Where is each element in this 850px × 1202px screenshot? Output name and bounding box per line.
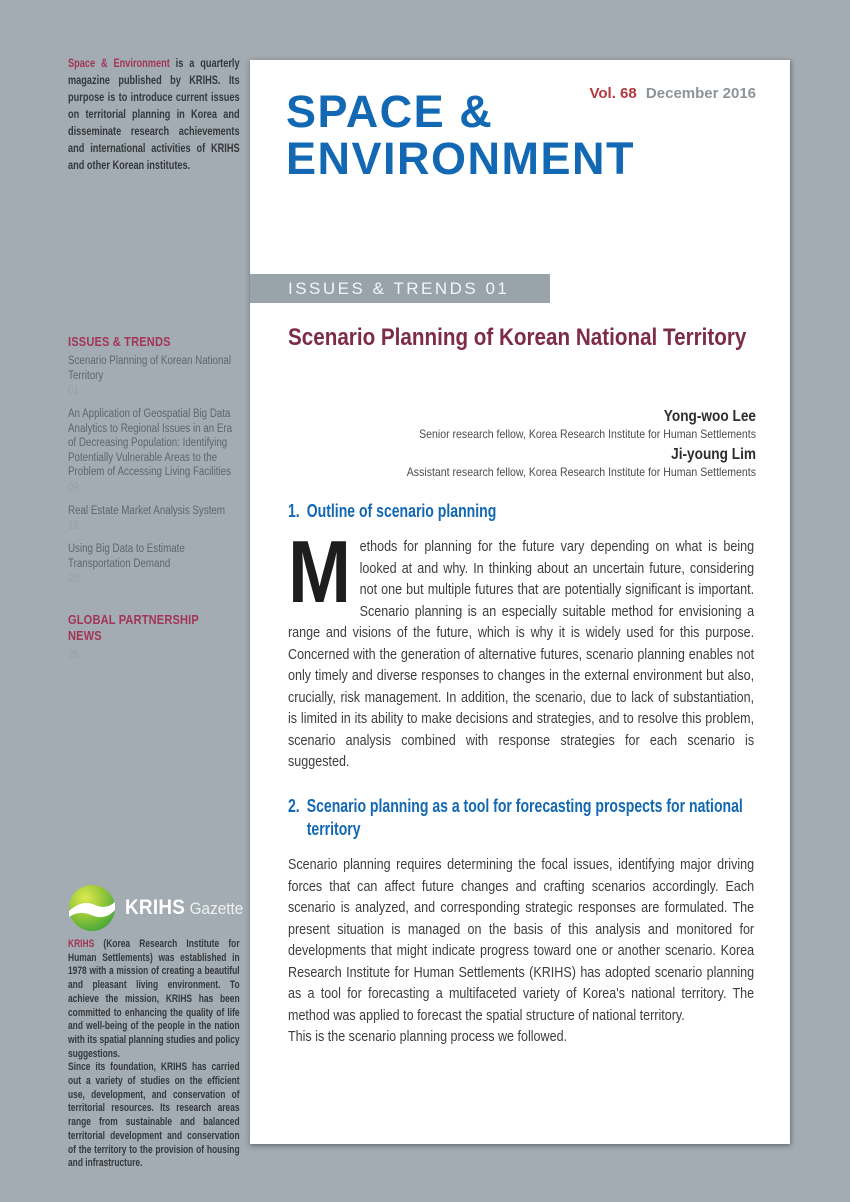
section-2-number: 2. bbox=[288, 796, 300, 816]
author-affiliation: Assistant research fellow, Korea Research Institute for Human Settlements bbox=[406, 465, 756, 479]
author-name: Ji-young Lim bbox=[671, 446, 756, 463]
toc-item bbox=[68, 504, 238, 534]
author-affiliation: Senior research fellow, Korea Research Institute for Human Settlements bbox=[419, 427, 756, 441]
logo-krihs-text: KRIHS bbox=[125, 896, 186, 919]
section-banner: ISSUES & TRENDS 01 bbox=[250, 274, 550, 303]
section-2-closing-line: This is the scenario planning process we followed. bbox=[288, 1029, 568, 1045]
toc-section-global-partnership: GLOBAL PARTNERSHIP NEWS bbox=[68, 612, 199, 643]
section-2-body-text: Scenario planning requires determining the focal issues, identifying major driving forces that can affect future changes and crafting scenarios accordingly. Each scenario is analyzed, and corresponding strategic responses are formulated. The present situation is managed on the basis of this analysis and monitored for developments that might indicate progress toward one or another scenario. Korea Research Institute for Human Settlements (KRIHS) has adopted scenario planning as a tool for forecasting a multifaceted variety of Korea's national territory. The method was applied to forecast the spatial structure of national territory. bbox=[288, 857, 755, 1024]
magazine-masthead bbox=[286, 88, 635, 182]
krihs-description-paragraph-1 bbox=[68, 938, 240, 1061]
section-2-paragraph bbox=[288, 855, 754, 1049]
krihs-highlight: KRIHS bbox=[68, 938, 95, 950]
masthead-line-1: SPACE & bbox=[286, 86, 494, 137]
toc-item-page: 16 bbox=[68, 520, 79, 532]
krihs-description bbox=[68, 938, 240, 1171]
toc-item-page: 26 bbox=[68, 649, 79, 661]
toc-item bbox=[68, 407, 238, 495]
toc-item-title: Real Estate Market Analysis System bbox=[68, 504, 226, 517]
article-title: Scenario Planning of Korean National Territory bbox=[288, 324, 747, 351]
table-of-contents bbox=[68, 334, 238, 671]
volume-number: Vol. 68 bbox=[589, 85, 637, 102]
logo-gazette-text: Gazette bbox=[189, 899, 244, 918]
toc-item-title: Scenario Planning of Korean National Territory bbox=[68, 355, 232, 382]
magazine-description bbox=[68, 55, 240, 174]
section-1-heading bbox=[288, 500, 756, 523]
masthead-line-2: ENVIRONMENT bbox=[286, 133, 636, 184]
section-1-body-text: ethods for planning for the future vary depending on what is being looked at and why. In thinking about an uncertain future, considering not one but multiple futures that are potentially significant is important. Scenario planning is an especially suitable method for envisioning a range and visions of the future, which is why it is widely used for this purpose. Concerned with the generation of alternative futures, scenario planning enables not only timely and diverse responses to changes in the external environment but also, crucially, risk management. In addition, the scenario, due to lack of substantiation, is limited in its ability to make decisions and strategies, and to resolve this problem, scenario analysis combined with response strategies for each scenario is suggested. bbox=[288, 539, 755, 770]
logo-wordmark bbox=[125, 896, 243, 920]
toc-item-page: 20 bbox=[68, 573, 79, 585]
section-1-number: 1. bbox=[288, 501, 300, 521]
toc-item-page: 01 bbox=[68, 385, 79, 397]
toc-item-page: 09 bbox=[68, 481, 79, 494]
magazine-description-text: is a quarterly magazine published by KRIHS. Its purpose is to introduce current issues on territorial planning in Korea and disseminate research achievements and international activities of KRIHS and other Korean institutes. bbox=[68, 56, 240, 172]
toc-item bbox=[68, 542, 238, 586]
krihs-globe-icon bbox=[68, 884, 116, 932]
magazine-page bbox=[250, 60, 790, 1144]
toc-section-issues-trends: ISSUES & TRENDS bbox=[68, 334, 171, 349]
section-1-paragraph bbox=[288, 522, 755, 774]
author-name: Yong-woo Lee bbox=[663, 408, 756, 425]
krihs-description-paragraph-2: Since its foundation, KRIHS has carried out a variety of studies on the efficient use, development, and conservation of territorial resources. Its research areas range from sustainable and balanced territorial development and conservation of the territory to the provision of housing and infrastructure. bbox=[68, 1061, 240, 1170]
magazine-name-highlight: Space & Environment bbox=[68, 56, 170, 70]
toc-item bbox=[68, 354, 238, 398]
section-1-heading-text: Outline of scenario planning bbox=[306, 501, 497, 521]
krihs-paragraph-1-text: (Korea Research Institute for Human Settlements) was established in 1978 with a mission of creating a beautiful and pleasant living environment. To achieve the mission, KRIHS has been committed to enhancing the quality of life and well-being of the people in the nation with its spatial planning studies and policy suggestions. bbox=[68, 938, 240, 1060]
toc-item-title: An Application of Geospatial Big Data Analytics to Regional Issues in an Era of Decreasing Population: Identifying Potentially Vulnerable Areas to the Problem of Accessing Living Facilities bbox=[68, 408, 233, 478]
dropcap-letter: M bbox=[288, 522, 352, 621]
issue-date: December 2016 bbox=[645, 85, 756, 102]
author-block bbox=[298, 407, 756, 483]
toc-item-title: Using Big Data to Estimate Transportation Demand bbox=[68, 543, 185, 570]
section-2-heading bbox=[288, 795, 756, 841]
section-2-heading-text: Scenario planning as a tool for forecasting prospects for national territory bbox=[306, 796, 743, 839]
